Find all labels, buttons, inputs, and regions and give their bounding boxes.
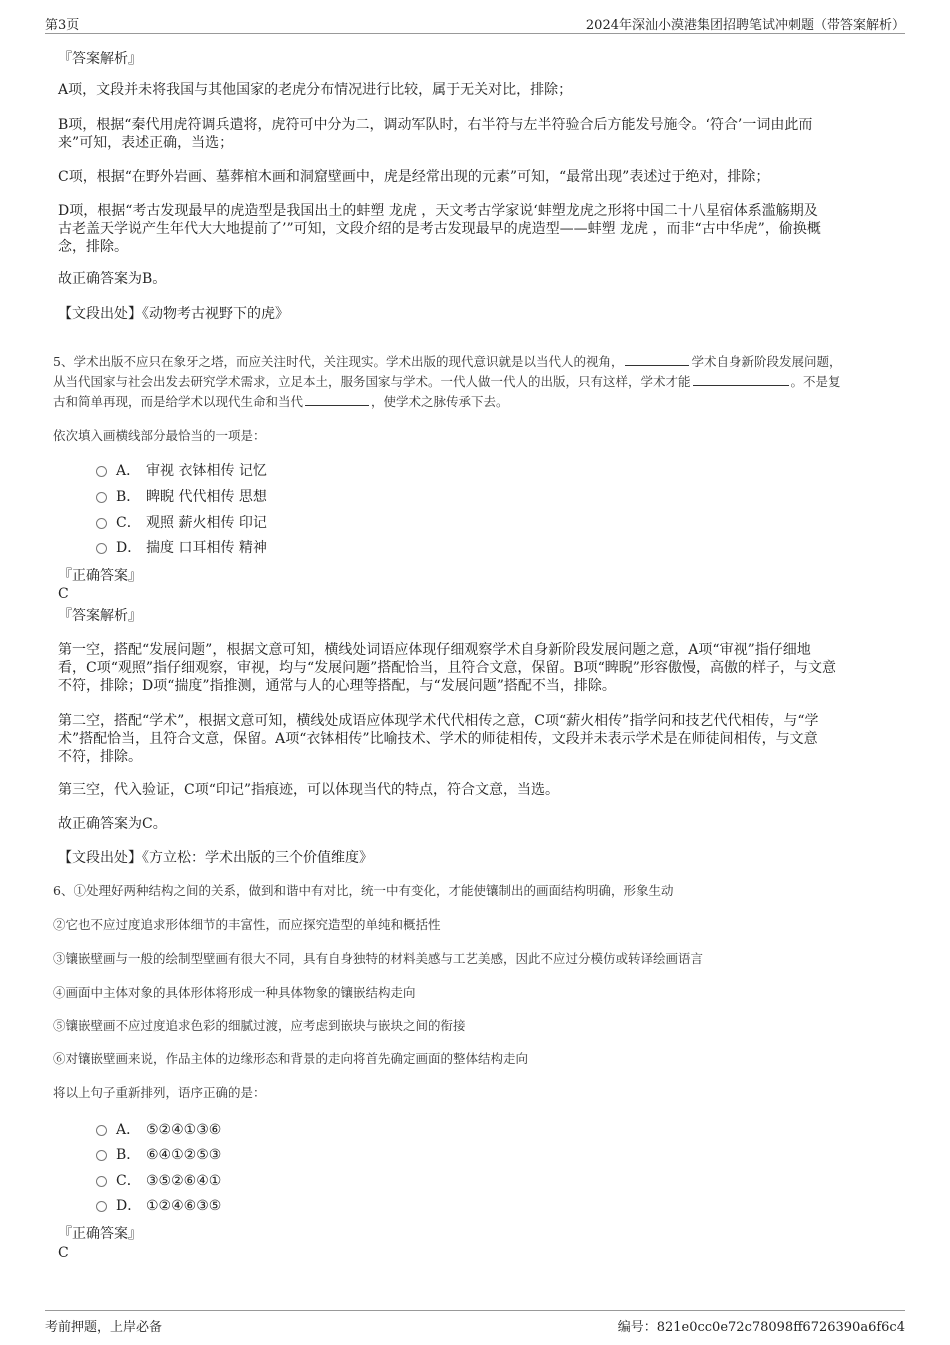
radio-icon[interactable] bbox=[96, 1125, 107, 1136]
correct-answer: C bbox=[58, 586, 69, 602]
q5-stem-line1: 5、学术出版不应只在象牙之塔，而应关注时代，关注现实。学术出版的现代意识就是以当代人的视角， 学术自身新阶段发展问题， bbox=[53, 354, 842, 369]
radio-icon[interactable] bbox=[96, 1176, 107, 1187]
source-citation: 【文段出处】《方立松：学术出版的三个价值维度》 bbox=[58, 850, 373, 866]
q6-option-d[interactable]: D． ①②④⑥③⑤ bbox=[96, 1197, 221, 1215]
radio-icon[interactable] bbox=[96, 1201, 107, 1212]
analysis-heading: 『答案解析』 bbox=[58, 51, 142, 67]
answer-heading: 『正确答案』 bbox=[58, 568, 142, 584]
q5-stem-line3: 古和简单再现，而是给学术以现代生命和当代 ，使学术之脉传承下去。 bbox=[53, 394, 509, 409]
q6-option-b[interactable]: B． ⑥④①②⑤③ bbox=[96, 1146, 221, 1164]
q6-option-c[interactable]: C． ③⑤②⑥④① bbox=[96, 1172, 221, 1190]
q6-sentence-3: ③镶嵌壁画与一般的绘制型壁画有很大不同，具有自身独特的材料美感与工艺美感，因此不应过分模仿或转译绘画语言 bbox=[53, 951, 704, 966]
analysis-option-a: A项，文段并未将我国与其他国家的老虎分布情况进行比较，属于无关对比，排除； bbox=[58, 82, 573, 98]
analysis-blank2-line3: 不符，排除。 bbox=[58, 749, 142, 765]
q6-sentence-2: ②它也不应过度追求形体细节的丰富性，而应探究造型的单纯和概括性 bbox=[53, 917, 441, 932]
analysis-option-c: C项，根据“在野外岩画、墓葬棺木画和洞窟壁画中，虎是经常出现的元素”可知，“最常出现”表述过于绝对，排除； bbox=[58, 169, 770, 185]
radio-icon[interactable] bbox=[96, 1150, 107, 1161]
analysis-blank1-line1: 第一空，搭配“发展问题”，根据文意可知，横线处词语应体现仔细观察学术自身新阶段发展问题之意，A项“审视”指仔细地 bbox=[58, 642, 811, 658]
analysis-blank2-line1: 第二空，搭配“学术”，根据文意可知，横线处成语应体现学术代代相传之意，C项“薪火相传”指学问和技艺代代相传，与“学 bbox=[58, 713, 819, 729]
q5-option-b[interactable]: B． 睥睨 代代相传 思想 bbox=[96, 488, 267, 506]
analysis-blank3: 第三空，代入验证，C项“印记”指痕迹，可以体现当代的特点，符合文意，当选。 bbox=[58, 782, 560, 798]
q5-option-c[interactable]: C． 观照 薪火相传 印记 bbox=[96, 514, 267, 532]
radio-icon[interactable] bbox=[96, 492, 107, 503]
analysis-option-d-line3: 念，排除。 bbox=[58, 239, 128, 255]
analysis-heading: 『答案解析』 bbox=[58, 608, 142, 624]
document-code: 编号：821e0cc0e72c78098ff6726390a6f6c4 bbox=[617, 1320, 905, 1335]
fill-blank-2 bbox=[693, 373, 789, 386]
source-citation: 【文段出处】《动物考古视野下的虎》 bbox=[58, 306, 289, 322]
q5-stem-line2: 从当代国家与社会出发去研究学术需求，立足本土，服务国家与学术。一代人做一代人的出版，只有这样，学术才能 。不是复 bbox=[53, 374, 841, 389]
q6-sentence-4: ④画面中主体对象的具体形体将形成一种具体物象的镶嵌结构走向 bbox=[53, 985, 416, 1000]
analysis-option-d-line1: D项，根据“考古发现最早的虎造型是我国出土的蚌塑 龙虎 ，天文考古学家说‘蚌塑龙虎之形将中国二十八星宿体系滥觞期及 bbox=[58, 203, 818, 219]
radio-icon[interactable] bbox=[96, 518, 107, 529]
document-title: 2024年深汕小漠港集团招聘笔试冲刺题（带答案解析） bbox=[585, 18, 905, 33]
q6-sentence-1: 6、①处理好两种结构之间的关系，做到和谐中有对比，统一中有变化，才能使镶制出的画面结构明确，形象生动 bbox=[53, 883, 674, 898]
footer-divider bbox=[45, 1310, 905, 1311]
analysis-blank2-line2: 术”搭配恰当，且符合文意，保留。A项“衣钵相传”比喻技术、学术的师徒相传，文段并未表示学术是在师徒间相传，与文意 bbox=[58, 731, 818, 747]
header-divider bbox=[45, 33, 905, 34]
q5-option-d[interactable]: D． 揣度 口耳相传 精神 bbox=[96, 539, 267, 557]
radio-icon[interactable] bbox=[96, 543, 107, 554]
analysis-blank1-line2: 看，C项“观照”指仔细观察，审视，均与“发展问题”搭配恰当，且符合文意，保留。B项“睥睨”形容傲慢，高傲的样子，与文意 bbox=[58, 660, 836, 676]
q6-sentence-6: ⑥对镶嵌壁画来说，作品主体的边缘形态和背景的走向将首先确定画面的整体结构走向 bbox=[53, 1051, 529, 1066]
answer-heading: 『正确答案』 bbox=[58, 1226, 142, 1242]
q6-option-a[interactable]: A． ⑤②④①③⑥ bbox=[96, 1121, 221, 1139]
radio-icon[interactable] bbox=[96, 466, 107, 477]
footer-slogan: 考前押题，上岸必备 bbox=[45, 1320, 163, 1335]
fill-blank-1 bbox=[625, 353, 689, 366]
q5-option-a[interactable]: A． 审视 衣钵相传 记忆 bbox=[96, 462, 267, 480]
analysis-blank1-line3: 不符，排除；D项“揣度”指推测，通常与人的心理等搭配，与“发展问题”搭配不当，排除。 bbox=[58, 678, 616, 694]
q6-sentence-5: ⑤镶嵌壁画不应过度追求色彩的细腻过渡，应考虑到嵌块与嵌块之间的衔接 bbox=[53, 1018, 466, 1033]
analysis-conclusion: 故正确答案为C。 bbox=[58, 816, 167, 832]
q5-prompt: 依次填入画横线部分最恰当的一项是： bbox=[53, 428, 266, 443]
analysis-option-b-line1: B项，根据“秦代用虎符调兵遣将，虎符可中分为二，调动军队时，右半符与左半符验合后方能发号施令。‘符合’一词由此而 bbox=[58, 117, 813, 133]
q6-prompt: 将以上句子重新排列，语序正确的是： bbox=[53, 1085, 266, 1100]
analysis-option-b-line2: 来”可知，表述正确，当选； bbox=[58, 135, 234, 151]
fill-blank-3 bbox=[305, 393, 369, 406]
page-number: 第3页 bbox=[45, 18, 80, 33]
correct-answer: C bbox=[58, 1245, 69, 1261]
analysis-option-d-line2: 古老盖天学说产生年代大大地提前了’”可知，文段介绍的是考古发现最早的虎造型——蚌塑 龙虎 ，而非“古中华虎”，偷换概 bbox=[58, 221, 821, 237]
analysis-conclusion: 故正确答案为B。 bbox=[58, 271, 167, 287]
